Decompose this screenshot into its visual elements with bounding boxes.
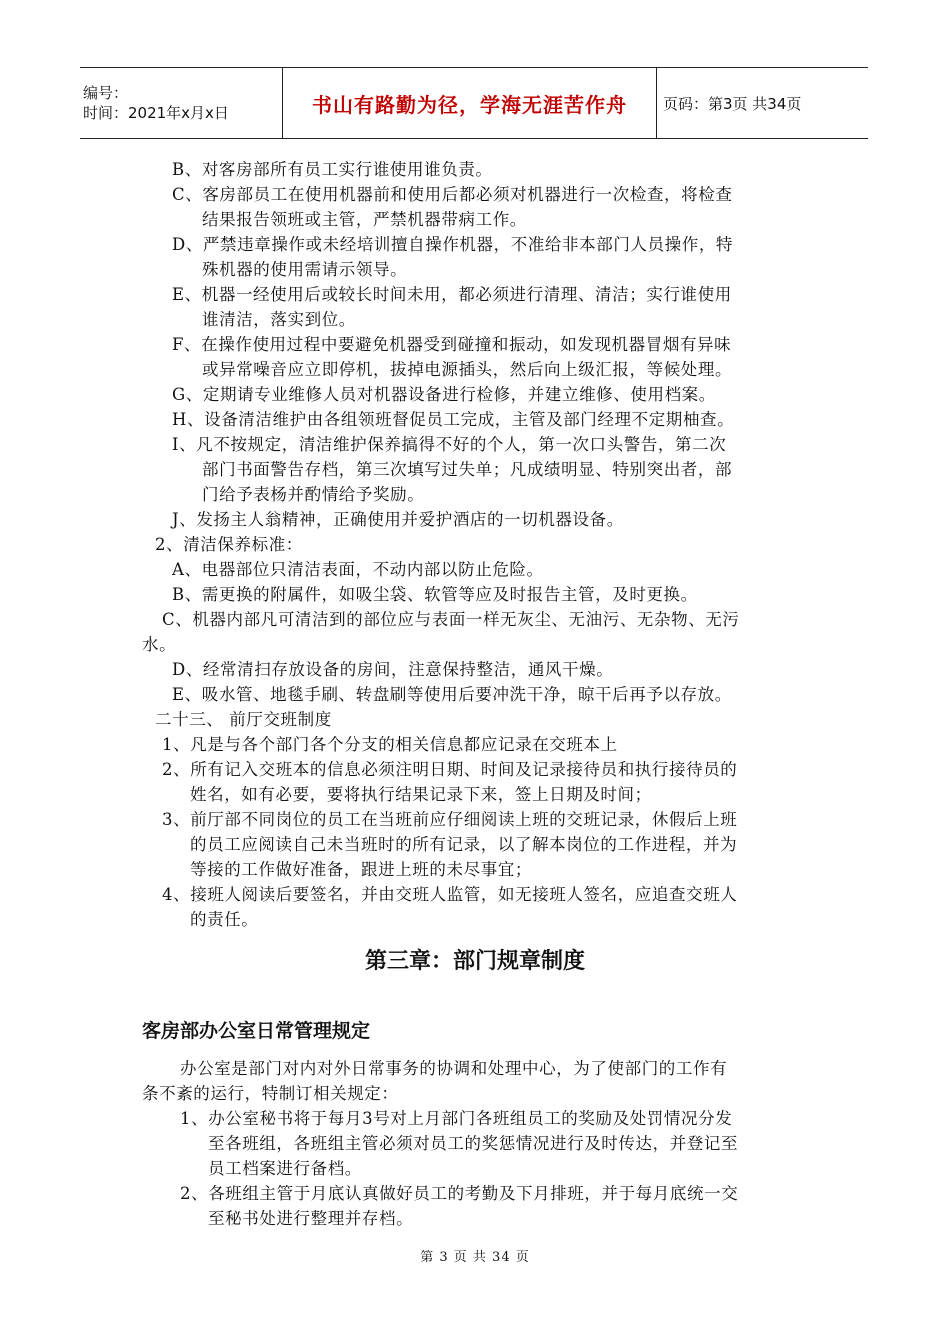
body-line: 1、办公室秘书将于每月3号对上月部门各班组员工的奖励及处罚情况分发 [180, 1109, 733, 1128]
body-line: 谁清洁，落实到位。 [202, 310, 356, 329]
chapter-title: 第三章：部门规章制度 [364, 949, 585, 974]
header-motto: 书山有路勤为径，学海无涯苦作舟 [312, 92, 627, 117]
body-line: 条不紊的运行，特制订相关规定： [142, 1084, 399, 1103]
body-line: 部门书面警告存档，第三次填写过失单；凡成绩明显、特别突出者，部 [202, 460, 733, 479]
body-line: 员工档案进行备档。 [208, 1159, 362, 1178]
body-line: 的员工应阅读自己未当班时的所有记录，以了解本岗位的工作进程，并为 [190, 835, 738, 854]
body-line: 或异常噪音应立即停机，拔掉电源插头，然后向上级汇报，等候处理。 [202, 360, 733, 379]
document-number-label: 编号： [83, 84, 129, 102]
body-line: G、定期请专业维修人员对机器设备进行检修，并建立维修、使用档案。 [172, 385, 716, 404]
header-left-cell [80, 68, 282, 138]
body-line: 门给予表杨并酌情给予奖励。 [202, 485, 425, 504]
body-line: F、在操作使用过程中要避免机器受到碰撞和振动，如发现机器冒烟有异味 [172, 335, 732, 354]
body-line: D、严禁违章操作或未经培训擅自操作机器，不准给非本部门人员操作，特 [172, 235, 734, 254]
body-line: 的责任。 [190, 910, 259, 929]
body-line: 1、凡是与各个部门各个分支的相关信息都应记录在交班本上 [162, 735, 618, 754]
body-line: 4、接班人阅读后要签名，并由交班人监管，如无接班人签名，应追查交班人 [162, 885, 738, 904]
body-line: D、经常清扫存放设备的房间，注意保持整洁，通风干燥。 [172, 660, 614, 679]
body-line: 水。 [142, 635, 177, 654]
body-line: I、凡不按规定，清洁维护保养搞得不好的个人，第一次口头警告，第二次 [172, 435, 727, 454]
body-line: A、电器部位只清洁表面，不动内部以防止危险。 [172, 560, 544, 579]
body-line: 二十三、 前厅交班制度 [155, 710, 332, 729]
page-header [80, 67, 868, 139]
body-line: 3、前厅部不同岗位的员工在当班前应仔细阅读上班的交班记录，休假后上班 [162, 810, 738, 829]
body-line: E、机器一经使用后或较长时间未用，都必须进行清理、清洁；实行谁使用 [172, 285, 732, 304]
header-right-cell [657, 68, 868, 138]
body-line: 办公室是部门对内对外日常事务的协调和处理中心，为了使部门的工作有 [180, 1059, 728, 1078]
body-line: C、客房部员工在使用机器前和使用后都必须对机器进行一次检查，将检查 [172, 185, 733, 204]
section-title: 客房部办公室日常管理规定 [142, 1020, 371, 1042]
body-line: 等接的工作做好准备，跟进上班的未尽事宜； [190, 860, 532, 879]
body-line: H、设备清洁维护由各组领班督促员工完成，主管及部门经理不定期柚查。 [172, 410, 735, 429]
body-line: 2、各班组主管于月底认真做好员工的考勤及下月排班，并于每月底统一交 [180, 1184, 739, 1203]
page-indicator: 页码：第3页 共34页 [663, 94, 802, 113]
body-line: E、吸水管、地毯手刷、转盘刷等使用后要冲洗干净，晾干后再予以存放。 [172, 685, 732, 704]
body-line: 殊机器的使用需请示领导。 [202, 260, 408, 279]
body-line: C、机器内部凡可清洁到的部位应与表面一样无灰尘、无油污、无杂物、无污 [162, 610, 740, 629]
body-line: B、需更换的附属件，如吸尘袋、软管等应及时报告主管，及时更换。 [172, 585, 698, 604]
body-line: 至各班组，各班组主管必须对员工的奖惩情况进行及时传达，并登记至 [208, 1134, 739, 1153]
body-line: B、对客房部所有员工实行谁使用谁负责。 [172, 160, 493, 179]
body-line: 姓名，如有必要，要将执行结果记录下来，签上日期及时间； [190, 785, 652, 804]
body-line: 结果报告领班或主管，严禁机器带病工作。 [202, 210, 527, 229]
header-center-cell [282, 68, 657, 138]
body-line: 2、所有记入交班本的信息必须注明日期、时间及记录接待员和执行接待员的 [162, 760, 738, 779]
body-line: J、发扬主人翁精神，正确使用并爱护酒店的一切机器设备。 [172, 510, 624, 529]
document-date-label: 时间：2021年x月x日 [83, 104, 229, 122]
page-footer: 第 3 页 共 34 页 [420, 1250, 530, 1265]
body-line: 2、清洁保养标准： [155, 535, 303, 554]
body-line: 至秘书处进行整理并存档。 [208, 1209, 414, 1228]
